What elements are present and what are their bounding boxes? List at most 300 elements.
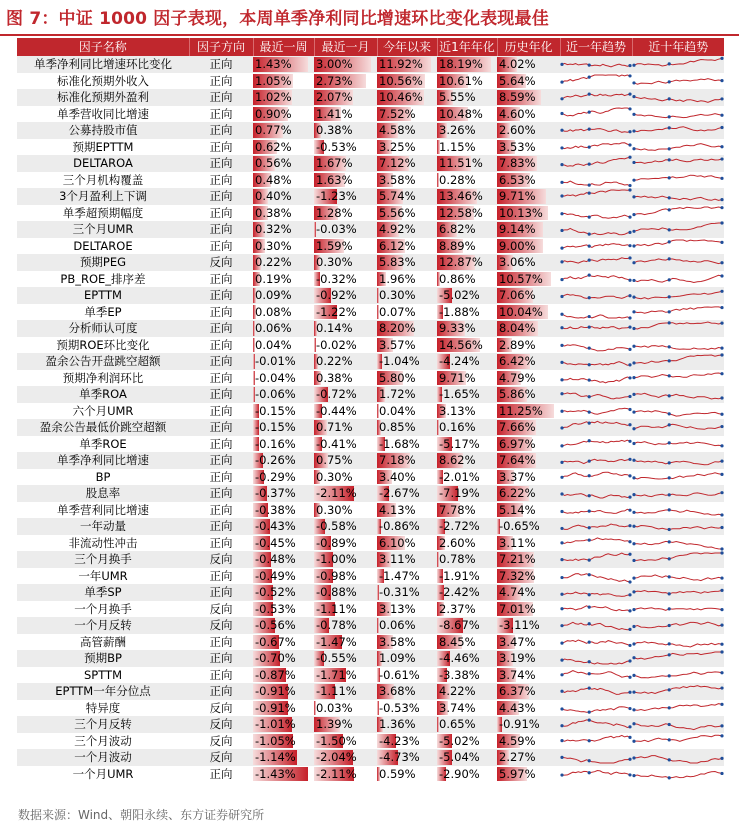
trend-marker <box>588 538 591 541</box>
value-text: 0.30% <box>316 255 353 269</box>
trend-marker <box>632 81 635 84</box>
value-text: 4.79% <box>499 370 536 385</box>
trend-marker <box>560 129 563 132</box>
cell-ytd <box>377 419 437 436</box>
value-text: -0.86% <box>379 519 420 533</box>
trend-10y-sparkline <box>632 766 724 782</box>
cell-trend-1y <box>560 304 632 321</box>
value-text: 0.86% <box>439 271 476 286</box>
cell-last-week <box>253 485 314 502</box>
value-text: 3.06% <box>499 255 536 269</box>
cell-trend-1y <box>560 535 632 552</box>
trend-marker <box>668 528 671 531</box>
factor-direction: 正向 <box>209 502 233 517</box>
trend-line <box>562 770 630 775</box>
cell-last-week <box>253 337 314 354</box>
trend-10y-sparkline <box>632 419 724 435</box>
value-text: 0.28% <box>439 172 476 187</box>
trend-marker <box>720 547 723 550</box>
cell-1y-annualized <box>437 304 497 321</box>
cell-hist-annualized <box>497 535 560 552</box>
cell-ytd <box>377 733 437 750</box>
value-text: -0.98% <box>316 568 357 583</box>
value-text: 0.22% <box>255 255 292 269</box>
trend-10y-sparkline <box>632 650 724 666</box>
value-text: 0.08% <box>255 304 292 319</box>
trend-line <box>634 373 722 378</box>
trend-marker <box>720 642 723 645</box>
table-row <box>17 716 724 733</box>
cell-last-week <box>253 89 314 106</box>
trend-10y-sparkline <box>632 73 724 89</box>
cell-ytd <box>377 436 437 453</box>
value-text: -0.91% <box>255 684 296 698</box>
cell-last-week <box>253 535 314 552</box>
value-text: 1.72% <box>379 387 416 401</box>
table-row <box>17 650 724 667</box>
value-text: 3.19% <box>499 651 536 665</box>
value-text: 9.33% <box>439 321 476 335</box>
value-text: 3.11% <box>379 552 416 566</box>
value-text: -0.65% <box>499 519 540 533</box>
trend-marker <box>720 460 723 463</box>
cell-trend-10y <box>632 320 724 337</box>
trend-1y-sparkline <box>560 551 632 567</box>
table-row <box>17 766 724 783</box>
cell-trend-1y <box>560 122 632 139</box>
table-row <box>17 667 724 684</box>
factor-name: 单季超预期幅度 <box>62 205 144 220</box>
trend-marker <box>668 98 671 101</box>
trend-marker <box>560 278 563 281</box>
trend-marker <box>720 576 723 579</box>
value-text: 5.14% <box>499 502 536 517</box>
trend-marker <box>632 559 635 562</box>
trend-marker <box>560 146 563 149</box>
trend-10y-sparkline <box>632 584 724 600</box>
table-row <box>17 749 724 766</box>
cell-trend-10y <box>632 733 724 750</box>
cell-1y-annualized <box>437 271 497 288</box>
table-row <box>17 139 724 156</box>
trend-marker <box>668 540 671 543</box>
trend-10y-sparkline <box>632 56 724 72</box>
value-text: 7.52% <box>379 106 416 121</box>
trend-1y-sparkline <box>560 452 632 468</box>
value-text: 3.13% <box>379 601 416 616</box>
trend-marker <box>560 558 563 561</box>
cell-1y-annualized <box>437 287 497 304</box>
value-text: -5.04% <box>439 750 480 764</box>
trend-10y-sparkline <box>632 188 724 204</box>
trend-marker <box>560 576 563 579</box>
factor-direction: 正向 <box>209 568 233 583</box>
cell-hist-annualized <box>497 386 560 403</box>
trend-marker <box>632 442 635 445</box>
trend-marker <box>668 558 671 561</box>
trend-marker <box>720 772 723 775</box>
trend-line <box>634 97 722 103</box>
factor-direction: 反向 <box>209 700 233 715</box>
trend-10y-sparkline <box>632 254 724 270</box>
value-text: 0.04% <box>379 403 416 418</box>
cell-last-week <box>253 452 314 469</box>
factor-direction: 反向 <box>189 551 253 568</box>
trend-1y-sparkline <box>560 56 632 72</box>
value-text: 1.15% <box>439 139 476 154</box>
cell-ytd <box>377 353 437 370</box>
trend-line <box>634 196 722 200</box>
value-text: -0.15% <box>255 420 296 434</box>
cell-trend-10y <box>632 172 724 189</box>
cell-last-week <box>253 205 314 222</box>
trend-line <box>562 524 630 529</box>
cell-trend-10y <box>632 667 724 684</box>
trend-marker <box>668 296 671 299</box>
trend-1y-sparkline <box>560 535 632 551</box>
trend-line <box>562 181 630 186</box>
cell-trend-10y <box>632 683 724 700</box>
cell-trend-10y <box>632 56 724 73</box>
trend-marker <box>720 651 723 654</box>
cell-1y-annualized <box>437 205 497 222</box>
trend-10y-sparkline <box>632 287 724 303</box>
trend-10y-sparkline <box>632 452 724 468</box>
trend-line <box>562 758 630 764</box>
trend-line <box>562 143 630 149</box>
cell-1y-annualized <box>437 139 497 156</box>
cell-trend-1y <box>560 700 632 717</box>
value-text: 5.55% <box>439 90 476 104</box>
cell-hist-annualized <box>497 304 560 321</box>
cell-last-month <box>314 584 377 601</box>
trend-marker <box>588 474 591 477</box>
value-text: -0.03% <box>316 222 357 236</box>
table-row <box>17 320 724 337</box>
value-text: 6.22% <box>499 486 536 500</box>
factor-direction: 正向 <box>209 634 233 649</box>
trend-marker <box>720 608 723 611</box>
trend-marker <box>720 372 723 375</box>
factor-direction: 反向 <box>189 254 253 271</box>
cell-last-week <box>253 106 314 123</box>
cell-trend-10y <box>632 370 724 387</box>
trend-line <box>634 541 722 549</box>
trend-1y-sparkline <box>560 650 632 666</box>
trend-marker <box>632 196 635 199</box>
cell-trend-1y <box>560 403 632 420</box>
cell-last-week <box>253 551 314 568</box>
cell-hist-annualized <box>497 733 560 750</box>
cell-last-week <box>253 716 314 733</box>
factor-name: 3个月盈利上下调 <box>17 188 189 205</box>
table-row <box>17 419 724 436</box>
trend-marker <box>668 80 671 83</box>
cell-trend-1y <box>560 337 632 354</box>
value-text: -0.45% <box>255 535 296 550</box>
trend-marker <box>668 462 671 465</box>
trend-marker <box>720 241 723 244</box>
value-text: 10.48% <box>439 106 483 121</box>
cell-last-month <box>314 601 377 618</box>
trend-marker <box>720 724 723 727</box>
value-text: 8.59% <box>499 90 536 104</box>
value-text: -2.90% <box>439 766 480 781</box>
trend-marker <box>720 589 723 592</box>
value-text: -1.00% <box>316 552 357 566</box>
cell-last-month <box>314 535 377 552</box>
value-text: 0.38% <box>316 370 353 385</box>
trend-marker <box>720 526 723 529</box>
value-text: 4.43% <box>499 700 536 715</box>
trend-marker <box>560 312 563 315</box>
table-row <box>17 551 724 568</box>
trend-marker <box>720 473 723 476</box>
trend-line <box>634 207 722 215</box>
trend-marker <box>720 198 723 201</box>
cell-last-month <box>314 221 377 238</box>
value-text: 1.36% <box>379 717 416 731</box>
table-row <box>17 518 724 535</box>
trend-1y-sparkline <box>560 749 632 765</box>
trend-1y-sparkline <box>560 320 632 336</box>
cell-ytd <box>377 683 437 700</box>
cell-1y-annualized <box>437 601 497 618</box>
cell-last-month <box>314 568 377 585</box>
value-text: 11.51% <box>439 156 483 170</box>
value-text: 3.68% <box>379 684 416 698</box>
value-text: 7.12% <box>379 156 416 170</box>
value-text: -0.91% <box>255 700 296 715</box>
trend-marker <box>720 290 723 293</box>
trend-1y-sparkline <box>560 188 632 204</box>
factor-name: DELTAROE <box>73 238 133 253</box>
cell-hist-annualized <box>497 89 560 106</box>
factor-name: SPTTM <box>83 667 122 682</box>
trend-line <box>634 652 722 659</box>
trend-marker <box>632 739 635 742</box>
value-text: -3.38% <box>439 667 480 682</box>
value-text: 4.60% <box>499 106 536 121</box>
trend-line <box>562 94 630 99</box>
trend-1y-sparkline <box>560 221 632 237</box>
trend-line <box>634 223 722 231</box>
trend-1y-sparkline <box>560 766 632 782</box>
trend-line <box>634 510 722 515</box>
value-text: 1.02% <box>255 90 292 104</box>
cell-hist-annualized <box>497 485 560 502</box>
value-text: 6.82% <box>439 222 476 236</box>
trend-line <box>634 143 722 150</box>
trend-10y-sparkline <box>632 155 724 171</box>
trend-line <box>562 158 630 167</box>
trend-line <box>562 735 630 741</box>
value-text: 0.78% <box>439 552 476 566</box>
factor-direction: 反向 <box>189 716 253 733</box>
value-text: 6.42% <box>499 354 536 368</box>
trend-marker <box>632 642 635 645</box>
cell-trend-1y <box>560 419 632 436</box>
factor-direction: 正向 <box>209 172 233 187</box>
trend-marker <box>632 722 635 725</box>
cell-last-week <box>253 73 314 90</box>
cell-hist-annualized <box>497 518 560 535</box>
cell-last-month <box>314 667 377 684</box>
factor-direction: 正向 <box>209 238 233 253</box>
trend-marker <box>588 395 591 398</box>
cell-trend-10y <box>632 205 724 222</box>
cell-hist-annualized <box>497 370 560 387</box>
trend-marker <box>720 702 723 705</box>
trend-marker <box>720 412 723 415</box>
cell-ytd <box>377 337 437 354</box>
cell-trend-10y <box>632 122 724 139</box>
factor-direction: 正向 <box>189 221 253 238</box>
trend-marker <box>632 310 635 313</box>
cell-trend-10y <box>632 485 724 502</box>
cell-trend-10y <box>632 304 724 321</box>
trend-1y-sparkline <box>560 238 632 254</box>
factor-name: 一个月波动 <box>17 749 189 766</box>
table-row <box>17 353 724 370</box>
trend-marker <box>668 208 671 211</box>
trend-marker <box>668 424 671 427</box>
factor-name: EPTTM一年分位点 <box>17 683 189 700</box>
trend-marker <box>632 230 635 233</box>
trend-marker <box>588 559 591 562</box>
trend-marker <box>560 707 563 710</box>
value-text: 8.89% <box>439 238 476 253</box>
table-row <box>17 73 724 90</box>
trend-1y-sparkline <box>560 370 632 386</box>
cell-1y-annualized <box>437 221 497 238</box>
value-text: 5.64% <box>499 73 536 88</box>
factor-direction: 正向 <box>209 403 233 418</box>
value-text: 0.38% <box>255 205 292 220</box>
trend-marker <box>668 776 671 779</box>
trend-line <box>562 362 630 366</box>
trend-marker <box>720 552 723 555</box>
cell-1y-annualized <box>437 403 497 420</box>
cell-last-month <box>314 617 377 634</box>
trend-1y-sparkline <box>560 205 632 221</box>
cell-last-month <box>314 320 377 337</box>
value-text: 0.06% <box>379 618 416 632</box>
value-text: 4.22% <box>439 684 476 698</box>
factor-direction: 正向 <box>189 584 253 601</box>
factor-name: 预期ROE环比变化 <box>56 337 150 352</box>
factor-direction: 正向 <box>209 106 233 121</box>
factor-name: 一年UMR <box>78 568 128 583</box>
cell-trend-1y <box>560 469 632 486</box>
cell-last-month <box>314 502 377 519</box>
cell-1y-annualized <box>437 617 497 634</box>
cell-last-week <box>253 667 314 684</box>
table-row <box>17 337 724 354</box>
value-text: 0.71% <box>316 420 353 434</box>
cell-hist-annualized <box>497 617 560 634</box>
trend-marker <box>668 63 671 66</box>
cell-ytd <box>377 386 437 403</box>
value-text: 18.19% <box>439 57 483 71</box>
cell-ytd <box>377 617 437 634</box>
value-text: 10.57% <box>499 271 543 286</box>
factor-direction: 反向 <box>189 617 253 634</box>
trend-line <box>634 473 722 479</box>
trend-line <box>562 314 630 318</box>
header-last-week: 最近一周 <box>253 38 314 56</box>
value-text: 3.57% <box>379 337 416 352</box>
trend-10y-sparkline <box>632 320 724 336</box>
cell-ytd <box>377 89 437 106</box>
trend-1y-sparkline <box>560 271 632 287</box>
trend-1y-sparkline <box>560 683 632 699</box>
value-text: 3.13% <box>439 403 476 418</box>
trend-marker <box>632 691 635 694</box>
cell-last-month <box>314 469 377 486</box>
trend-marker <box>632 279 635 282</box>
trend-marker <box>720 513 723 516</box>
trend-marker <box>632 674 635 677</box>
cell-trend-10y <box>632 419 724 436</box>
trend-line <box>634 322 722 329</box>
trend-marker <box>560 773 563 776</box>
trend-marker <box>668 412 671 415</box>
table-row <box>17 733 724 750</box>
trend-marker <box>668 360 671 363</box>
cell-trend-10y <box>632 188 724 205</box>
cell-trend-1y <box>560 667 632 684</box>
trend-10y-sparkline <box>632 601 724 617</box>
table-row <box>17 634 724 651</box>
header-1y-trend: 近一年趋势 <box>560 38 632 56</box>
cell-ytd <box>377 106 437 123</box>
value-text: 4.58% <box>379 123 416 137</box>
trend-marker <box>720 206 723 209</box>
cell-last-month <box>314 436 377 453</box>
cell-trend-10y <box>632 469 724 486</box>
cell-ytd <box>377 584 437 601</box>
factor-name: 六个月UMR <box>72 403 134 418</box>
cell-hist-annualized <box>497 271 560 288</box>
cell-1y-annualized <box>437 73 497 90</box>
factor-direction: 正向 <box>189 485 253 502</box>
trend-10y-sparkline <box>632 667 724 683</box>
cell-last-month <box>314 452 377 469</box>
factor-name: 三个月换手 <box>17 551 189 568</box>
value-text: -2.11% <box>316 766 357 781</box>
value-text: -4.24% <box>439 354 480 368</box>
value-text: 6.97% <box>499 436 536 451</box>
cell-last-month <box>314 139 377 156</box>
trend-marker <box>588 326 591 329</box>
trend-marker <box>588 719 591 722</box>
cell-trend-1y <box>560 617 632 634</box>
factor-direction: 正向 <box>189 683 253 700</box>
cell-trend-1y <box>560 485 632 502</box>
cell-trend-1y <box>560 370 632 387</box>
trend-marker <box>668 624 671 627</box>
trend-marker <box>720 671 723 674</box>
cell-hist-annualized <box>497 221 560 238</box>
trend-marker <box>668 197 671 200</box>
value-text: -0.88% <box>316 585 357 599</box>
cell-trend-10y <box>632 436 724 453</box>
factor-name: 单季SP <box>17 584 189 601</box>
value-text: 14.56% <box>439 337 483 352</box>
value-text: 0.77% <box>255 123 292 137</box>
trend-line <box>634 672 722 678</box>
